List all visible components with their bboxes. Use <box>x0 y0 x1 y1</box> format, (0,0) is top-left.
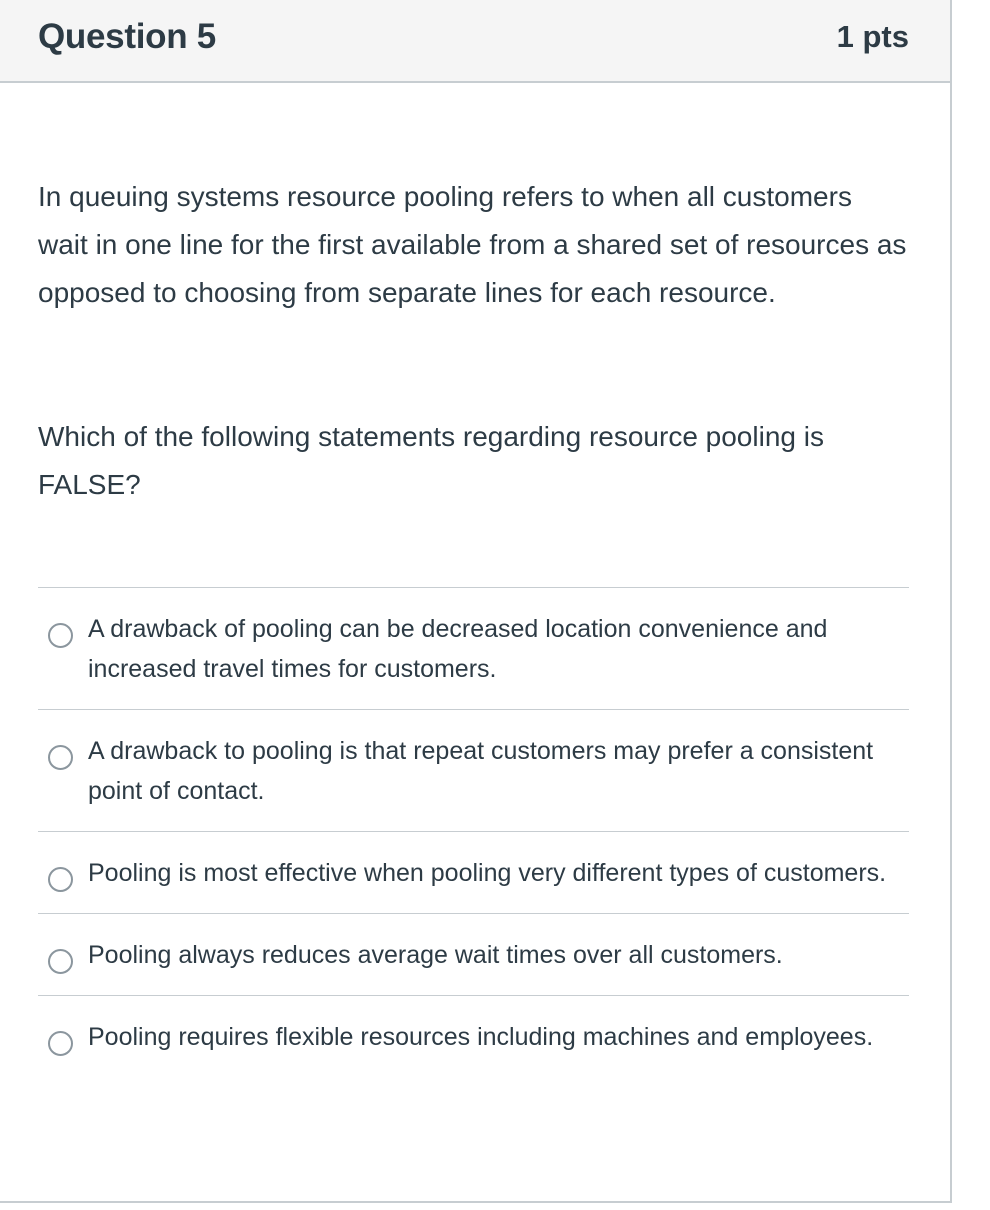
answer-label[interactable]: Pooling always reduces average wait times over all customers. <box>88 941 783 969</box>
answer-option-2[interactable] <box>38 710 909 832</box>
answer-label[interactable]: Pooling is most effective when pooling very different types of customers. <box>88 859 887 887</box>
question-header <box>0 0 950 83</box>
radio-button[interactable] <box>48 745 73 770</box>
answer-option-1[interactable] <box>38 588 909 710</box>
radio-button[interactable] <box>48 867 73 892</box>
question-points: 1 pts <box>836 18 909 54</box>
question-text-intro: In queuing systems resource pooling refers to when all customers wait in one line for the first available from a shared set of resources as opposed to choosing from separate lines for each resource. <box>38 181 907 308</box>
question-title: Question 5 <box>38 16 216 56</box>
question-body <box>0 173 950 1077</box>
radio-button[interactable] <box>48 1031 73 1056</box>
radio-button[interactable] <box>48 623 73 648</box>
answer-label[interactable]: Pooling requires flexible resources including machines and employees. <box>88 1023 874 1051</box>
answer-label[interactable]: A drawback of pooling can be decreased location convenience and increased travel times for customers. <box>88 615 828 683</box>
answer-list <box>38 587 909 1077</box>
answer-option-4[interactable] <box>38 914 909 996</box>
question-text-prompt: Which of the following statements regarding resource pooling is FALSE? <box>38 421 824 500</box>
radio-button[interactable] <box>48 949 73 974</box>
answer-option-3[interactable] <box>38 832 909 914</box>
answer-option-5[interactable] <box>38 996 909 1077</box>
answer-label[interactable]: A drawback to pooling is that repeat customers may prefer a consistent point of contact. <box>88 737 874 805</box>
